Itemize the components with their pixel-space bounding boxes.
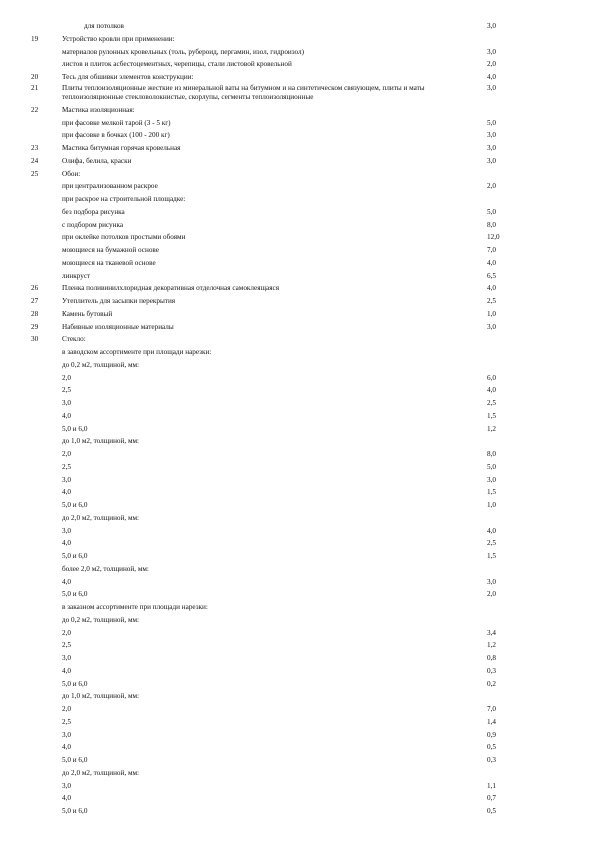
row-text: до 0,2 м2, толщиной, мм: — [62, 360, 140, 369]
row-text: Устройство кровли при применении: — [62, 34, 175, 43]
row-text: 5,0 и 6,0 — [62, 756, 88, 764]
row-text: до 0,2 м2, толщиной, мм: — [62, 615, 140, 624]
row-value: 8,0 — [487, 450, 496, 458]
table-row — [0, 71, 595, 83]
table-row — [0, 525, 595, 537]
row-text: 2,0 — [62, 450, 71, 458]
row-text: 5,0 и 6,0 — [62, 807, 88, 815]
row-value: 3,0 — [487, 47, 496, 56]
row-value: 3,0 — [487, 475, 496, 484]
table-row — [0, 741, 595, 753]
row-value: 7,0 — [487, 705, 496, 713]
row-text: 2,5 — [62, 641, 71, 650]
table-row — [0, 219, 595, 231]
table-row — [0, 550, 595, 562]
row-value: 3,0 — [487, 577, 496, 586]
row-text: 5,0 и 6,0 — [62, 679, 88, 688]
table-row — [0, 180, 595, 192]
row-value: 2,0 — [487, 590, 496, 599]
table-row — [0, 678, 595, 690]
table-row — [0, 767, 595, 779]
row-text: до 2,0 м2, толщиной, мм: — [62, 768, 140, 777]
row-text: при централизованном раскрое — [62, 182, 158, 191]
row-value: 4,0 — [487, 526, 496, 535]
row-value: 0,2 — [487, 679, 496, 688]
row-number: 24 — [31, 156, 39, 165]
row-text: 3,0 — [62, 654, 71, 662]
row-text: при фасовке мелкой тарой (3 - 5 кг) — [62, 118, 171, 127]
table-row — [0, 46, 595, 58]
row-text: в заводском ассортименте при площади нарезки: — [62, 348, 212, 356]
row-text: 2,0 — [62, 705, 71, 713]
row-text: Мастика изоляционная: — [62, 105, 135, 114]
row-text: 2,0 — [62, 373, 71, 382]
table-row — [0, 729, 595, 741]
row-text: листов и плиток асбестоцементных, черепицы, стали листовой кровельной — [62, 60, 292, 69]
row-value: 2,5 — [487, 399, 496, 407]
table-row — [0, 716, 595, 728]
row-number: 22 — [31, 105, 39, 114]
table-row — [0, 461, 595, 473]
table-row — [0, 270, 595, 282]
row-text: с подбором рисунка — [62, 220, 124, 229]
row-text: 4,0 — [62, 794, 71, 803]
row-text: линкруст — [62, 271, 91, 280]
table-row — [0, 20, 595, 32]
row-text: Камень бутовый — [62, 309, 113, 318]
row-value: 3,4 — [487, 628, 496, 637]
row-value: 2,5 — [487, 297, 496, 305]
table-row — [0, 333, 595, 345]
table-row — [0, 474, 595, 486]
row-text: более 2,0 м2, толщиной, мм: — [62, 564, 149, 573]
row-text: 5,0 и 6,0 — [62, 424, 88, 433]
table-row — [0, 499, 595, 511]
row-text: 2,5 — [62, 717, 71, 726]
row-value: 3,0 — [487, 83, 496, 92]
table-row — [0, 155, 595, 167]
row-text: 4,0 — [62, 577, 71, 586]
row-value: 1,5 — [487, 411, 496, 420]
row-value: 1,2 — [487, 641, 496, 650]
table-row — [0, 257, 595, 269]
row-text: моющиеся на бумажной основе — [62, 246, 159, 254]
row-value: 1,2 — [487, 424, 496, 433]
row-text: до 2,0 м2, толщиной, мм: — [62, 513, 140, 522]
row-value: 4,0 — [487, 386, 496, 395]
row-number: 21 — [31, 83, 39, 92]
table-row — [0, 410, 595, 422]
row-value: 5,0 — [487, 118, 496, 127]
table-row — [0, 295, 595, 307]
row-value: 0,7 — [487, 794, 496, 803]
table-row — [0, 792, 595, 804]
table-row — [0, 627, 595, 639]
table-row — [0, 104, 595, 116]
row-value: 4,0 — [487, 258, 496, 267]
table-row — [0, 754, 595, 766]
row-text: 5,0 и 6,0 — [62, 552, 88, 560]
row-text: 4,0 — [62, 666, 71, 675]
row-text: при фасовке в бочках (100 - 200 кг) — [62, 131, 170, 140]
row-text: 2,0 — [62, 628, 71, 637]
table-row — [0, 652, 595, 664]
row-text: Пленка поливинилхлоридная декоративная отделочная самоклеящаяся — [62, 284, 280, 293]
row-value: 3,0 — [487, 322, 496, 331]
table-row — [0, 563, 595, 575]
table-row — [0, 372, 595, 384]
row-text: 2,5 — [62, 386, 71, 395]
row-value: 12,0 — [487, 233, 500, 242]
table-row — [0, 805, 595, 817]
row-text: Олифа, белила, краски — [62, 156, 132, 165]
row-text: для потолков — [84, 22, 124, 30]
table-row — [0, 33, 595, 45]
table-row — [0, 703, 595, 715]
row-value: 5,0 — [487, 462, 496, 471]
row-number: 20 — [31, 73, 39, 81]
row-text: Плиты теплоизоляционные жесткие из минеральной ваты на битумном и на синтетическом связующем, плиты и маты теплоизоляционные стекловолокнистые, скорлупы, сегменты теплоизоляционные — [62, 83, 425, 101]
row-number: 19 — [31, 34, 39, 43]
row-value: 2,5 — [487, 539, 496, 548]
row-text: материалов рулонных кровельных (толь, рубероид, пергамин, изол, гидроизол) — [62, 47, 305, 56]
table-row — [0, 576, 595, 588]
table-row — [0, 588, 595, 600]
table-row — [0, 601, 595, 613]
row-text: 2,5 — [62, 462, 71, 471]
row-value: 6,5 — [487, 271, 496, 280]
row-value: 4,0 — [487, 284, 496, 293]
row-value: 0,5 — [487, 807, 496, 815]
table-row — [0, 321, 595, 333]
row-value: 1,0 — [487, 501, 496, 509]
row-text: 5,0 и 6,0 — [62, 590, 88, 599]
row-value: 1,4 — [487, 717, 496, 726]
row-number: 25 — [31, 169, 39, 178]
table-row — [0, 486, 595, 498]
row-number: 30 — [31, 335, 39, 344]
table-row — [0, 665, 595, 677]
row-text: 3,0 — [62, 526, 71, 535]
table-row — [0, 193, 595, 205]
row-value: 0,8 — [487, 654, 496, 662]
row-number: 23 — [31, 144, 39, 152]
row-value: 6,0 — [487, 373, 496, 382]
table-row — [0, 168, 595, 180]
row-value: 0,9 — [487, 730, 496, 739]
table-row — [0, 244, 595, 256]
row-value: 4,0 — [487, 73, 496, 81]
row-text: в заказном ассортименте при площади нарезки: — [62, 603, 208, 611]
table-row — [0, 84, 595, 104]
table-row — [0, 282, 595, 294]
row-value: 1,0 — [487, 309, 496, 318]
row-value: 1,5 — [487, 552, 496, 560]
row-text: Утеплитель для засыпки перекрытия — [62, 297, 176, 305]
table-row — [0, 435, 595, 447]
row-text: 3,0 — [62, 730, 71, 739]
row-text: 4,0 — [62, 488, 71, 497]
row-text: Мастика битумная горячая кровельная — [62, 144, 181, 152]
table-row — [0, 537, 595, 549]
table-row — [0, 129, 595, 141]
row-number: 28 — [31, 309, 39, 318]
row-value: 0,3 — [487, 756, 496, 764]
row-value: 3,0 — [487, 156, 496, 165]
row-text: Набивные изоляционные материалы — [62, 322, 174, 331]
table-row — [0, 117, 595, 129]
row-text: до 1,0 м2, толщиной, мм: — [62, 692, 140, 701]
table-row — [0, 512, 595, 524]
row-value: 5,0 — [487, 207, 496, 216]
table-row — [0, 384, 595, 396]
row-value: 3,0 — [487, 144, 496, 152]
row-text: при оклейке потолков простыми обоями — [62, 233, 186, 242]
row-text: 3,0 — [62, 399, 71, 407]
row-text: 5,0 и 6,0 — [62, 501, 88, 509]
row-value: 3,0 — [487, 131, 496, 140]
table-row — [0, 308, 595, 320]
row-text: при раскрое на строительной площадке: — [62, 195, 186, 203]
row-text: 3,0 — [62, 475, 71, 484]
table-row — [0, 397, 595, 409]
row-text: моющиеся на тканевой основе — [62, 258, 156, 267]
row-value: 0,5 — [487, 743, 496, 752]
row-number: 29 — [31, 322, 39, 331]
table-row — [0, 346, 595, 358]
table-row — [0, 614, 595, 626]
row-value: 0,3 — [487, 666, 496, 675]
table-row — [0, 639, 595, 651]
row-number: 27 — [31, 297, 39, 305]
row-text: Стекло: — [62, 335, 86, 344]
row-text: 4,0 — [62, 411, 71, 420]
row-text: до 1,0 м2, толщиной, мм: — [62, 437, 140, 446]
row-value: 1,5 — [487, 488, 496, 497]
table-row — [0, 690, 595, 702]
table-row — [0, 231, 595, 243]
row-value: 2,0 — [487, 182, 496, 191]
table-row — [0, 359, 595, 371]
table-row — [0, 206, 595, 218]
row-value: 3,0 — [487, 22, 496, 30]
table-row — [0, 448, 595, 460]
table-row — [0, 58, 595, 70]
table-row — [0, 423, 595, 435]
row-text: 4,0 — [62, 743, 71, 752]
row-text: Тесь для обшивки элементов конструкции: — [62, 73, 194, 81]
row-value: 2,0 — [487, 60, 496, 69]
row-number: 26 — [31, 284, 39, 293]
row-text: 3,0 — [62, 781, 71, 790]
row-value: 1,1 — [487, 781, 496, 790]
row-text: 4,0 — [62, 539, 71, 548]
row-value: 8,0 — [487, 220, 496, 229]
row-text: без подбора рисунка — [62, 207, 125, 216]
table-row — [0, 142, 595, 154]
table-row — [0, 780, 595, 792]
row-value: 7,0 — [487, 246, 496, 254]
row-text: Обои: — [62, 169, 81, 178]
